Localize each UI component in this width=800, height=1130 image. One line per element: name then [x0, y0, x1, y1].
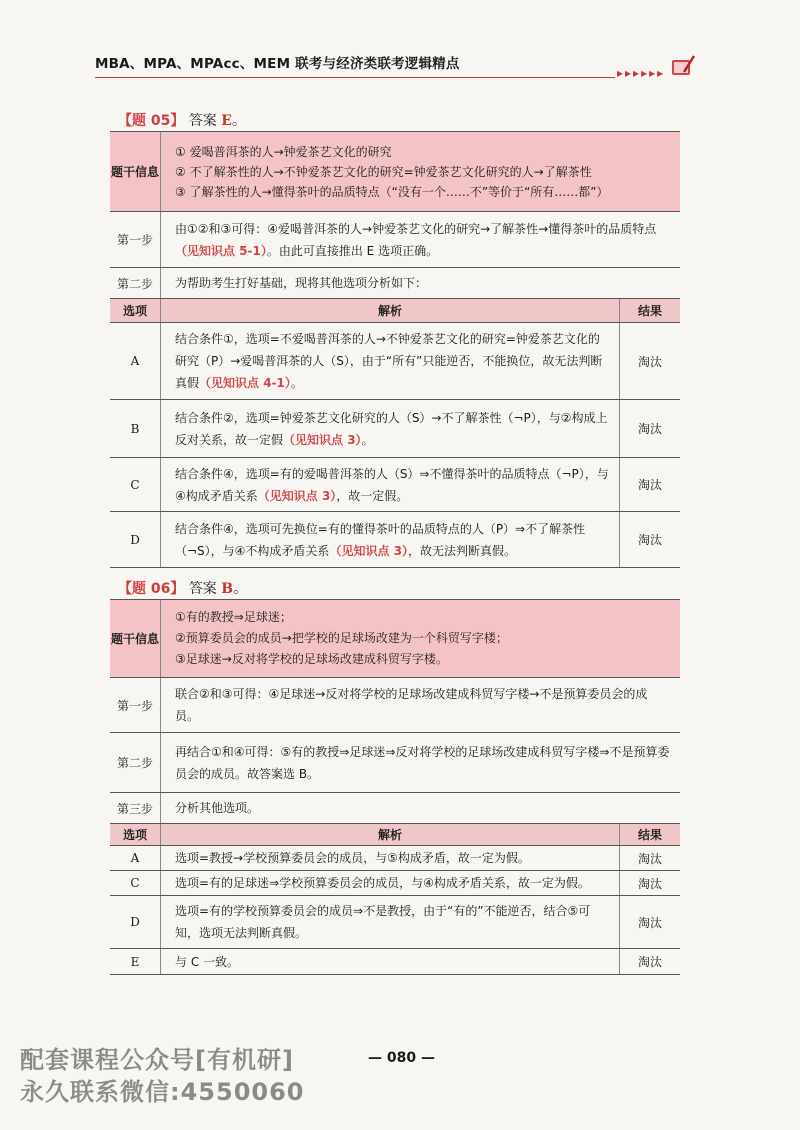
- q5-answer-label: 答案: [188, 113, 217, 129]
- q6-header-row: [110, 824, 680, 846]
- q5-info-row: [110, 132, 680, 212]
- q6-opt-a: A: [110, 846, 161, 871]
- q6-step2-label: 第二步: [110, 733, 161, 793]
- watermark-line-2: 永久联系微信:4550060: [20, 1078, 305, 1106]
- q5-opt-d-text: 结合条件④，选项可先换位=有的懂得茶叶的品质特点的人（P）⇒不了解茶性（¬S），与④不构成矛盾关系（见知识点 3），故无法判断真假。: [161, 512, 620, 568]
- q5-step1-row: [110, 212, 680, 268]
- q5-step1-label: 第一步: [110, 212, 161, 268]
- q6-opt-a-result: 淘汰: [620, 846, 681, 871]
- q6-step1-row: [110, 678, 680, 733]
- q5-opt-d: D: [110, 512, 161, 568]
- q6-col-option: 选项: [110, 824, 161, 846]
- q5-answer: E: [221, 113, 232, 129]
- q5-opt-b-result: 淘汰: [620, 400, 681, 458]
- q6-table: [110, 599, 680, 975]
- q6-step2-row: [110, 733, 680, 793]
- q5-tag: 【题 05】: [118, 113, 185, 129]
- q5-option-row-a: [110, 323, 680, 400]
- q5-option-row-d: [110, 512, 680, 568]
- book-pen-icon: [670, 54, 696, 78]
- q5-opt-c: C: [110, 458, 161, 512]
- q6-opt-d-result: 淘汰: [620, 896, 681, 949]
- q5-opt-c-result: 淘汰: [620, 458, 681, 512]
- book-title: MBA、MPA、MPAcc、MEM 联考与经济类联考逻辑精点: [95, 56, 460, 72]
- q5-info-1: ① 爱喝普洱茶的人→钟爱茶艺文化的研究: [175, 144, 392, 159]
- q6-option-row-e: [110, 949, 680, 975]
- q5-col-analysis: 解析: [161, 299, 620, 323]
- q5-info-content: [161, 132, 681, 212]
- q6-opt-c-text: 选项=有的足球迷⇒学校预算委员会的成员，与④构成矛盾关系，故一定为假。: [161, 871, 620, 896]
- q5-step2-label: 第二步: [110, 268, 161, 299]
- q6-answer: B: [221, 581, 234, 597]
- page-number: — 080 —: [368, 1050, 435, 1066]
- q6-opt-c: C: [110, 871, 161, 896]
- q5-step1-ref: （见知识点 5-1）: [175, 243, 267, 258]
- q6-opt-d-text: 选项=有的学校预算委员会的成员⇒不是教授，由于“有的”不能逆否，结合⑤可知，选项无法判断真假。: [161, 896, 620, 949]
- q5-opt-b-text: 结合条件②，选项=钟爱茶艺文化研究的人（S）→不了解茶性（¬P），与②构成上反对关系，故一定假（见知识点 3）。: [161, 400, 620, 458]
- q5-opt-b: B: [110, 400, 161, 458]
- q6-step3-row: [110, 793, 680, 824]
- q6-info-2: ②预算委员会的成员→把学校的足球场改建为一个科贸写字楼；: [175, 631, 508, 645]
- q6-option-row-a: [110, 846, 680, 871]
- q6-heading: 【题 06】 答案 B。: [118, 581, 248, 597]
- q6-info-content: [161, 600, 681, 678]
- q5-step2-row: [110, 268, 680, 299]
- q5-header-row: [110, 299, 680, 323]
- q6-step1-label: 第一步: [110, 678, 161, 733]
- q5-opt-a-result: 淘汰: [620, 323, 681, 400]
- q6-opt-c-result: 淘汰: [620, 871, 681, 896]
- q5-opt-a: A: [110, 323, 161, 400]
- header-arrows: ▸▸▸▸▸▸: [617, 66, 666, 80]
- q5-info-label: 题干信息: [110, 132, 161, 212]
- q6-tag: 【题 06】: [118, 581, 185, 597]
- q6-opt-e-result: 淘汰: [620, 949, 681, 975]
- q6-col-analysis: 解析: [161, 824, 620, 846]
- q5-opt-d-result: 淘汰: [620, 512, 681, 568]
- q5-option-row-c: [110, 458, 680, 512]
- q6-col-result: 结果: [620, 824, 681, 846]
- q5-table: [110, 131, 680, 568]
- q6-opt-e-text: 与 C 一致。: [161, 949, 620, 975]
- q6-info-row: [110, 600, 680, 678]
- q6-option-row-d: [110, 896, 680, 949]
- watermark-line-1: 配套课程公众号[有机研]: [20, 1046, 294, 1074]
- q5-col-option: 选项: [110, 299, 161, 323]
- q5-info-3: ③ 了解茶性的人→懂得茶叶的品质特点（“没有一个……不”等价于“所有……都”）: [175, 184, 609, 199]
- q5-step1-content: 由①②和③可得：④爱喝普洱茶的人→钟爱茶艺文化的研究→了解茶性→懂得茶叶的品质特点（见知识点 5-1）。由此可直接推出 E 选项正确。: [161, 212, 681, 268]
- q6-step3-label: 第三步: [110, 793, 161, 824]
- q5-option-row-b: [110, 400, 680, 458]
- q5-opt-c-text: 结合条件④，选项=有的爱喝普洱茶的人（S）⇒不懂得茶叶的品质特点（¬P），与④构成矛盾关系（见知识点 3），故一定假。: [161, 458, 620, 512]
- q6-opt-e: E: [110, 949, 161, 975]
- q5-step2-content: 为帮助考生打好基础，现将其他选项分析如下：: [161, 268, 681, 299]
- q6-info-3: ③足球迷→反对将学校的足球场改建成科贸写字楼。: [175, 652, 448, 666]
- q5-opt-a-text: 结合条件①，选项=不爱喝普洱茶的人→不钟爱茶艺文化的研究=钟爱茶艺文化的研究（P）→爱喝普洱茶的人（S），由于“所有”只能逆否，不能换位，故无法判断真假（见知识点 4-1）。: [161, 323, 620, 400]
- q6-step1-content: 联合②和③可得：④足球迷→反对将学校的足球场改建成科贸写字楼→不是预算委员会的成员。: [161, 678, 681, 733]
- q5-info-2: ② 不了解茶性的人→不钟爱茶艺文化的研究=钟爱茶艺文化研究的人→了解茶性: [175, 164, 592, 179]
- q6-opt-d: D: [110, 896, 161, 949]
- q6-opt-a-text: 选项=教授→学校预算委员会的成员，与⑤构成矛盾，故一定为假。: [161, 846, 620, 871]
- q5-heading: 【题 05】 答案 E。: [118, 113, 246, 129]
- q6-answer-label: 答案: [188, 581, 217, 597]
- q6-option-row-c: [110, 871, 680, 896]
- q6-info-1: ①有的教授⇒足球迷；: [175, 610, 292, 624]
- page-header: [95, 44, 705, 88]
- header-rule: [95, 77, 615, 78]
- q5-col-result: 结果: [620, 299, 681, 323]
- q6-info-label: 题干信息: [110, 600, 161, 678]
- q6-step3-content: 分析其他选项。: [161, 793, 681, 824]
- q6-step2-content: 再结合①和④可得：⑤有的教授⇒足球迷⇒反对将学校的足球场改建成科贸写字楼⇒不是预算委员会的成员。故答案选 B。: [161, 733, 681, 793]
